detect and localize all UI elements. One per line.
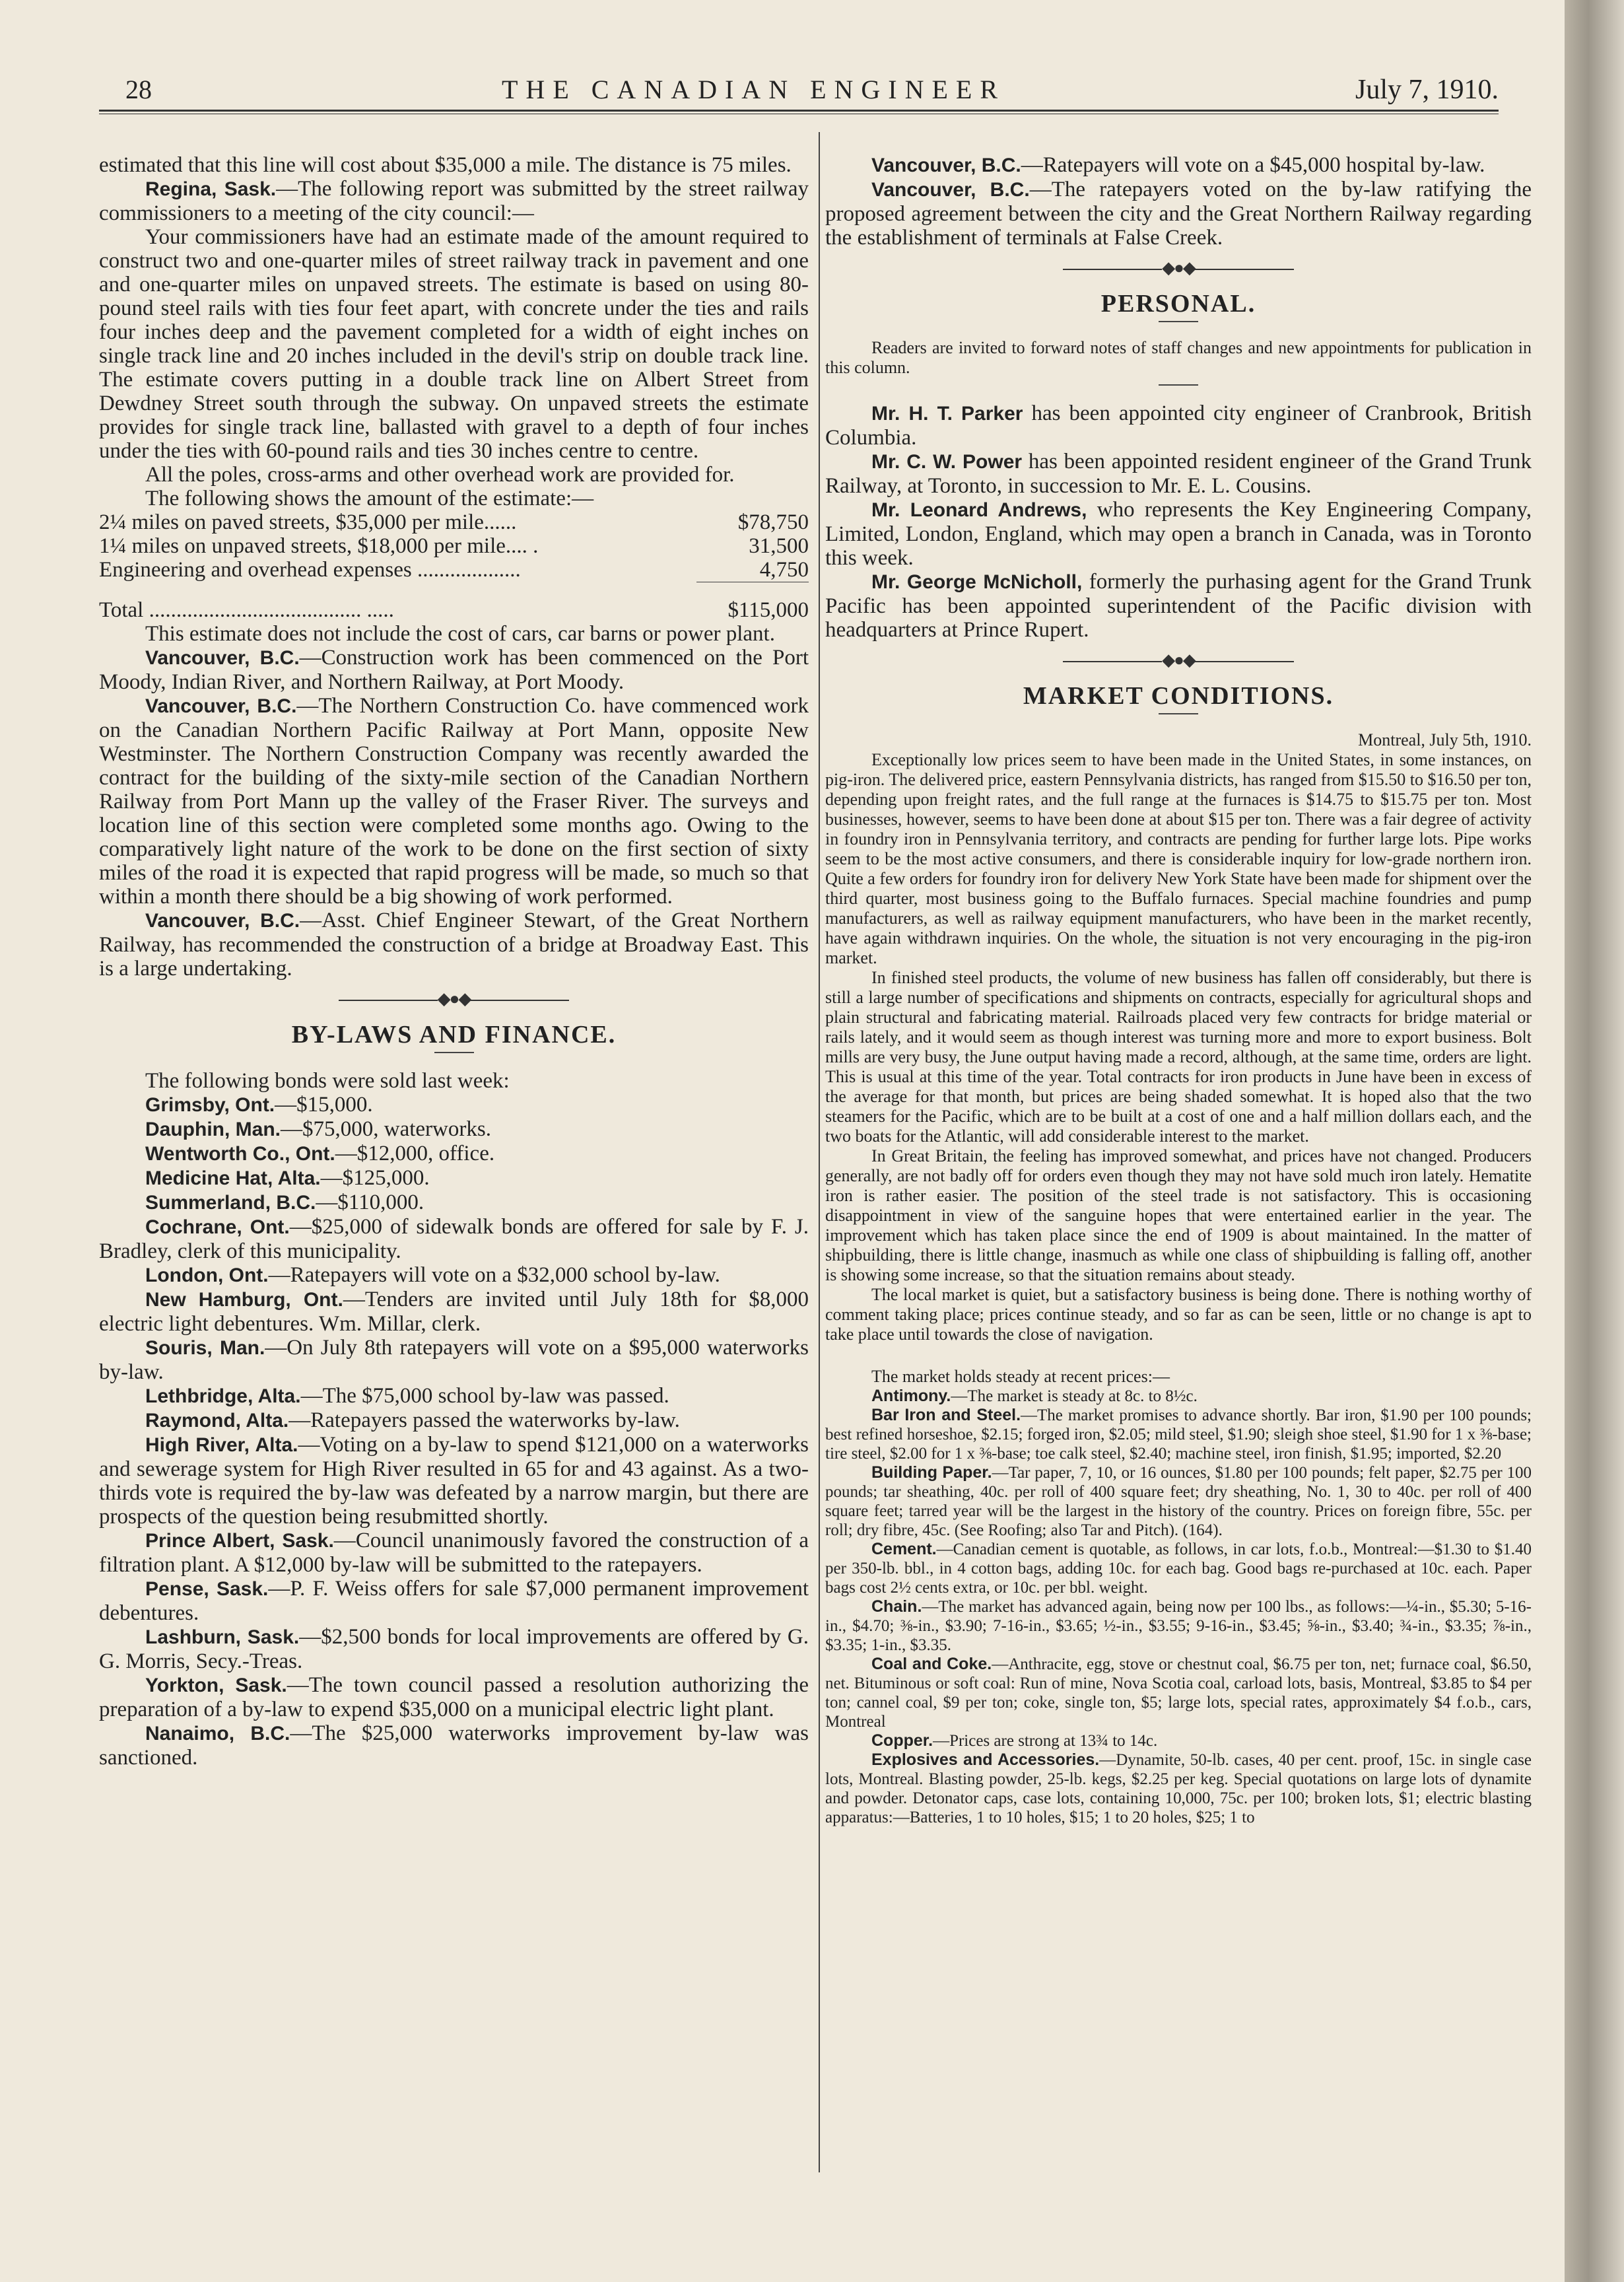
price-item <box>825 1387 1532 1406</box>
bonds-intro: The following bonds were sold last week: <box>145 1068 510 1093</box>
place-name: Grimsby, Ont. <box>145 1093 275 1116</box>
market-section <box>825 730 1532 1387</box>
item-text: —Canadian cement is quotable, as follows, in car lots, f.o.b., Montreal:—$1.30 to $1.40 per 350-lb. bbl., in 4 cotton bags, adding 10c. for each bag. Good bags re-purchased at 10c. each. Paper bags cost 2½ cents extra, or 10c. per bbl. weight. <box>825 1540 1532 1597</box>
item-text: who represents the Key Engineering Company, Limited, London, England, which may open a branch in Canada, was in Toronto this week. <box>825 498 1532 570</box>
place-name: Wentworth Co., Ont. <box>145 1142 335 1165</box>
item-text: —The following report was submitted by the street railway commissioners to a meeting of the city council:— <box>99 177 809 225</box>
person-name: Mr. C. W. Power <box>871 451 1023 473</box>
news-item <box>99 1384 809 1408</box>
place-name: Pense, Sask. <box>145 1577 269 1600</box>
item-regina <box>99 177 809 225</box>
news-item <box>99 1721 809 1770</box>
news-item <box>99 1408 809 1433</box>
person-name: Mr. H. T. Parker <box>871 403 1023 425</box>
item-text: —$25,000 of sidewalk bonds are offered for sale by F. J. Bradley, clerk of this municipality. <box>99 1214 809 1263</box>
page-edge-shadow <box>1565 0 1624 2282</box>
page-number: 28 <box>125 75 152 104</box>
item-text: —The market promises to advance shortly. Bar iron, $1.90 per 100 pounds; best refined horseshoe, $2.15; forged iron, $2.05; mild steel, $1.90; sleigh shoe steel, $1.90 for 1 x ⅜-base; tire steel, $2.00 for 1 x ⅜-base; toe calk steel, $2.40; machine steel, iron finish, $1.95; imported, $2.20 <box>825 1406 1532 1463</box>
item-text: —$12,000, office. <box>335 1141 495 1165</box>
paragraph-following: The following shows the amount of the estimate:— <box>145 487 594 510</box>
total-label: Total ....................................... ..... <box>99 598 394 622</box>
place-name: Summerland, B.C. <box>145 1191 316 1214</box>
price-item <box>825 1540 1532 1597</box>
price-item-name: Copper. <box>871 1731 933 1750</box>
column-divider <box>819 132 820 2172</box>
person-name: Mr. Leonard Andrews, <box>871 499 1087 521</box>
price-item-name: Cement. <box>871 1540 937 1558</box>
personal-item <box>825 450 1532 498</box>
personal-item <box>825 401 1532 450</box>
place-name: Lashburn, Sask. <box>145 1626 300 1648</box>
item-text: —Construction work has been commenced on the Port Moody, Indian River, and Northern Railway, at Port Moody. <box>99 645 809 694</box>
price-list <box>825 1387 1532 1827</box>
bond-item <box>99 1142 809 1166</box>
section-ornament: ◆●◆ <box>825 256 1532 280</box>
news-item <box>825 178 1532 250</box>
news-item <box>99 1433 809 1529</box>
issue-date: July 7, 1910. <box>1355 75 1499 105</box>
item-text: —Anthracite, egg, stove or chestnut coal, $6.75 per ton, net; furnace coal, $6.50, net. Bituminous or soft coal: Run of mine, Nova Scotia coal, carload lots, basis, Montreal, $3.85 to $4 per ton; cannel coal, $9 per ton; coke, single ton, $5; large lots, special rates, approximately $4 f.o.b., cars, Montreal <box>825 1655 1532 1731</box>
paragraph-poles: All the poles, cross-arms and other overhead work are provided for. <box>145 463 735 487</box>
place-name: Dauphin, Man. <box>145 1118 281 1140</box>
place-name: Cochrane, Ont. <box>145 1216 290 1238</box>
heading-rule <box>1159 713 1198 714</box>
price-item <box>825 1406 1532 1463</box>
place-name: Vancouver, B.C. <box>145 909 300 932</box>
item-text: —Dynamite, 50-lb. cases, 40 per cent. proof, 15c. in single case lots, Montreal. Blasting powder, 25-lb. kegs, $2.25 per keg. Special quotations on large lots of dynamite and powder. Detonator caps, case lots, containing 10,000, 75c. per 100; broken lots, $1; electric blasting apparatus:—Batteries, 1 to 10 holes, $15; 1 to 20 holes, $25; 1 to <box>825 1751 1532 1826</box>
price-item-name: Antimony. <box>871 1387 951 1405</box>
news-item <box>99 1263 809 1288</box>
journal-title: THE CANADIAN ENGINEER <box>502 75 1006 104</box>
price-item-name: Coal and Coke. <box>871 1655 992 1673</box>
item-text: has been appointed city engineer of Cranbrook, British Columbia. <box>825 401 1532 450</box>
item-text: —$2,500 bonds for local improvements are offered by G. G. Morris, Secy.-Treas. <box>99 1624 809 1673</box>
estimate-row <box>99 534 809 558</box>
item-text: —Ratepayers will vote on a $32,000 school by-law. <box>268 1262 720 1287</box>
item-text: —$125,000. <box>320 1165 430 1190</box>
item-text: —On July 8th ratepayers will vote on a $95,000 waterworks by-law. <box>99 1335 809 1384</box>
paragraph-intro: estimated that this line will cost about $35,000 a mile. The distance is 75 miles. <box>99 153 792 177</box>
item-vancouver-1 <box>99 646 809 694</box>
place-name: Medicine Hat, Alta. <box>145 1167 321 1189</box>
bond-item <box>99 1117 809 1142</box>
item-text: —Ratepayers will vote on a $45,000 hospital by-law. <box>1021 153 1485 177</box>
market-paragraph: In Great Britain, the feeling has improved somewhat, and prices have not changed. Producers generally, are not badly off for orders even though they may not have sold much iron lately. Hematite iron is rather easier. The position of the steel trade is not satisfactory. This is occasioning disappointment in view of the sanguine hopes that were entertained earlier in the year. The improvement which has taken place since the end of 1909 is about maintained. In the matter of shipbuilding, there is little change, inasmuch as while one class of shipbuilding is falling off, another is showing some increase, so that the situation remains about steady. <box>825 1146 1532 1284</box>
item-vancouver-3 <box>99 909 809 981</box>
item-text: —P. F. Weiss offers for sale $7,000 permanent improvement debentures. <box>99 1576 809 1625</box>
estimate-row <box>99 558 809 582</box>
personal-item <box>825 570 1532 642</box>
item-text: —Council unanimously favored the construction of a filtration plant. A $12,000 by-law will be submitted to the ratepayers. <box>99 1528 809 1577</box>
place-name: Prince Albert, Sask. <box>145 1529 334 1552</box>
item-text: —The Northern Construction Co. have commenced work on the Canadian Northern Pacific Railway at Port Mann, opposite New Westminster. The Northern Construction Company was recently awarded the contract for the building of the sixty-mile section of the Canadian Northern Railway from Port Mann up the valley of the Fraser River. The surveys and location line of this section were completed some months ago. Owing to the comparatively light nature of the work to be done on the first section of sixty miles of the road it is expected that rapid progress will be made, so much so that within a month there should be a big showing of work performed. <box>99 693 809 909</box>
news-item <box>99 1625 809 1673</box>
item-text: —The town council passed a resolution authorizing the preparation of a by-law to expend $35,000 on a municipal electric light plant. <box>99 1673 809 1721</box>
place-name: Nanaimo, B.C. <box>145 1722 290 1745</box>
item-text: —$15,000. <box>275 1092 373 1117</box>
market-paragraph: The local market is quiet, but a satisfactory business is being done. There is nothing worthy of comment taking place; prices continue steady, and so far as can be seen, little or no change is apt to take place until towards the close of navigation. <box>825 1285 1532 1344</box>
item-text: —$75,000, waterworks. <box>281 1117 491 1141</box>
item-text: —The market is steady at 8c. to 8½c. <box>951 1387 1198 1405</box>
item-text: —Prices are strong at 13¾ to 14c. <box>933 1732 1158 1750</box>
section-ornament: ◆●◆ <box>825 648 1532 672</box>
item-text: —Voting on a by-law to spend $121,000 on a waterworks and sewerage system for High River resulted in 65 for and 43 against. As a two-thirds vote is required the by-law was defeated by a narrow margin, but there are prospects of the question being resubmitted shortly. <box>99 1432 809 1529</box>
place-name: Vancouver, B.C. <box>871 155 1021 176</box>
news-item <box>99 1336 809 1384</box>
price-item <box>825 1597 1532 1655</box>
estimate-value: $78,750 <box>737 510 809 534</box>
estimate-label: 1¼ miles on unpaved streets, $18,000 per mile.... . <box>99 534 539 558</box>
price-item <box>825 1731 1532 1750</box>
price-item-name: Bar Iron and Steel. <box>871 1406 1021 1424</box>
item-text: —The ratepayers voted on the by-law ratifying the proposed agreement between the city and the Great Northern Railway regarding the establishment of terminals at False Creek. <box>825 178 1532 250</box>
estimate-row <box>99 510 809 534</box>
price-item <box>825 1463 1532 1540</box>
place-name: Regina, Sask. <box>145 178 277 200</box>
item-text: —Tar paper, 7, 10, or 16 ounces, $1.80 per 100 pounds; felt paper, $2.75 per 100 pounds; tar sheathing, 40c. per roll of 400 square feet; dry sheathing, No. 1, 30 to 40c. per roll of 400 square feet; tarred year will be the largest in the history of the country. Prices on foreign fibre, 55c. per roll; dry fibre, 45c. (See Roofing; also Tar and Pitch). (164). <box>825 1464 1532 1539</box>
price-item-name: Building Paper. <box>871 1463 992 1482</box>
price-item <box>825 1655 1532 1731</box>
place-name: Vancouver, B.C. <box>871 179 1030 201</box>
item-text: —Asst. Chief Engineer Stewart, of the Great Northern Railway, has recommended the construction of a bridge at Broadway East. This is a large undertaking. <box>99 908 809 981</box>
price-item-name: Chain. <box>871 1597 922 1616</box>
market-paragraph: In finished steel products, the volume of new business has fallen off considerably, but there is still a large number of specifications and shipments on contracts, especially for agricultural shops and plain structural and fabricating material. Railroads placed very few contracts for bridge material or rails lately, and it would seem as though interest was turning more and more to export business. Bolt mills are very busy, the June output having made a record, although, at the same time, orders are light. This is usual at this time of the year. Total contracts for iron products in June have been in excess of the average for that month, but prices are being shaded somewhat. It is hoped also that the two steamers for the Pacific, which are to be built at a cost of one and a half million dollars each, and the two boats for the Atlantic, will add considerable interest to the market. <box>825 968 1532 1146</box>
item-text: —Ratepayers passed the waterworks by-law. <box>288 1408 680 1432</box>
item-text: —The market has advanced again, being now per 100 lbs., as follows:—¼-in., $5.30; 5-16-in., $4.70; ⅜-in., $3.90; 7-16-in., $3.65; ½-in., $3.55; 9-16-in., $3.45; ⅝-in., $3.40; ¾-in., $3.35; ⅞-in., $3.35; 1-in., $3.35. <box>825 1598 1532 1654</box>
market-dateline: Montreal, July 5th, 1910. <box>1358 730 1532 749</box>
estimate-value: 4,750 <box>696 558 809 582</box>
place-name: New Hamburg, Ont. <box>145 1288 343 1311</box>
heading-rule <box>1159 321 1198 322</box>
news-item <box>825 153 1532 178</box>
estimate-total-row <box>99 598 809 622</box>
news-item <box>99 1577 809 1625</box>
item-text: —The $75,000 school by-law was passed. <box>300 1383 669 1408</box>
section-heading-bylaws: BY-LAWS AND FINANCE. <box>291 1020 617 1049</box>
person-name: Mr. George McNicholl, <box>871 571 1083 593</box>
heading-rule <box>1159 384 1198 386</box>
left-column <box>99 153 809 1770</box>
place-name: Yorkton, Sask. <box>145 1674 287 1696</box>
news-item <box>99 1288 809 1336</box>
bond-item <box>99 1166 809 1191</box>
paragraph-cars: This estimate does not include the cost of cars, car barns or power plant. <box>145 621 775 646</box>
paragraph-commissioners: Your commissioners have had an estimate made of the amount required to construct two and one-quarter miles of street railway track in pavement and one and one-quarter miles on unpaved streets. The estimate is based on using 80-pound steel rails with ties four feet apart, with concrete under the ties and rails four inches deep and the pavement completed for a width of eight inches on single track line and 20 inches included in the devil's strip on double track line. The estimate covers putting in a double track line on Albert Street from Dewdney Street south through the subway. On unpaved streets the estimate provides for single track line, ballasted with gravel to a depth of four inches under the ties with 60-pound rails and ties 30 inches centre to centre. <box>99 225 809 463</box>
news-item <box>99 1529 809 1577</box>
place-name: High River, Alta. <box>145 1434 298 1456</box>
section-ornament: ◆●◆ <box>99 987 809 1011</box>
estimate-table <box>99 510 809 622</box>
personal-item <box>825 498 1532 570</box>
place-name: Souris, Man. <box>145 1336 265 1359</box>
total-value: $115,000 <box>727 598 809 622</box>
price-item <box>825 1750 1532 1827</box>
bond-item <box>99 1093 809 1117</box>
item-text: —Tenders are invited until July 18th for $8,000 electric light debentures. Wm. Millar, clerk. <box>99 1287 809 1336</box>
place-name: Vancouver, B.C. <box>145 695 297 717</box>
heading-rule <box>434 1052 474 1053</box>
place-name: Raymond, Alta. <box>145 1409 289 1432</box>
item-text: —The $25,000 waterworks improvement by-law was sanctioned. <box>99 1721 809 1770</box>
page-header <box>125 74 1499 114</box>
header-rule <box>99 110 1499 112</box>
section-heading-personal: PERSONAL. <box>1100 290 1256 318</box>
news-item <box>99 1215 809 1263</box>
news-item <box>99 1673 809 1721</box>
price-item-name: Explosives and Accessories. <box>871 1750 1100 1769</box>
right-column <box>825 153 1532 1827</box>
item-text: formerly the purhasing agent for the Grand Trunk Pacific has been appointed superintendent of the Pacific division with headquarters at Prince Rupert. <box>825 570 1532 642</box>
estimate-label: 2¼ miles on paved streets, $35,000 per mile...... <box>99 510 517 534</box>
market-paragraph: The market holds steady at recent prices:— <box>871 1367 1170 1386</box>
place-name: Vancouver, B.C. <box>145 646 300 669</box>
item-text: —$110,000. <box>316 1190 424 1214</box>
estimate-label: Engineering and overhead expenses ................... <box>99 558 521 582</box>
item-vancouver-2 <box>99 694 809 909</box>
bond-item <box>99 1191 809 1215</box>
place-name: Lethbridge, Alta. <box>145 1385 301 1407</box>
place-name: London, Ont. <box>145 1264 269 1286</box>
market-paragraph: Exceptionally low prices seem to have been made in the United States, in some instances, on pig-iron. The delivered price, eastern Pennsylvania districts, has ranged from $15.50 to $16.50 per ton, depending upon freight rates, and the full range at the furnaces is $14.75 to $15.75 per ton. Most businesses, however, seems to have been done at about $15 per ton. There was a fair degree of activity in foundry iron in Pennsylvania territory, and contracts are pending for further large lots. Pipe works seem to be the most active consumers, and there is considerable inquiry for low-grade northern iron. Quite a few orders for foundry iron for delivery New York State have been made for shipment over the third quarter, most business going to the Buffalo furnaces. Special machine foundries and pump manufacturers, as well as railway equipment manufacturers, who have been in the market recently, have again withdrawn inquiries. On the whole, the situation is not very encouraging in the pig-iron market. <box>825 750 1532 967</box>
item-text: has been appointed resident engineer of the Grand Trunk Railway, at Toronto, in succession to Mr. E. L. Cousins. <box>825 450 1532 498</box>
estimate-value: 31,500 <box>749 534 809 558</box>
personal-note: Readers are invited to forward notes of staff changes and new appointments for publication in this column. <box>825 338 1532 377</box>
section-heading-market: MARKET CONDITIONS. <box>1023 682 1334 710</box>
